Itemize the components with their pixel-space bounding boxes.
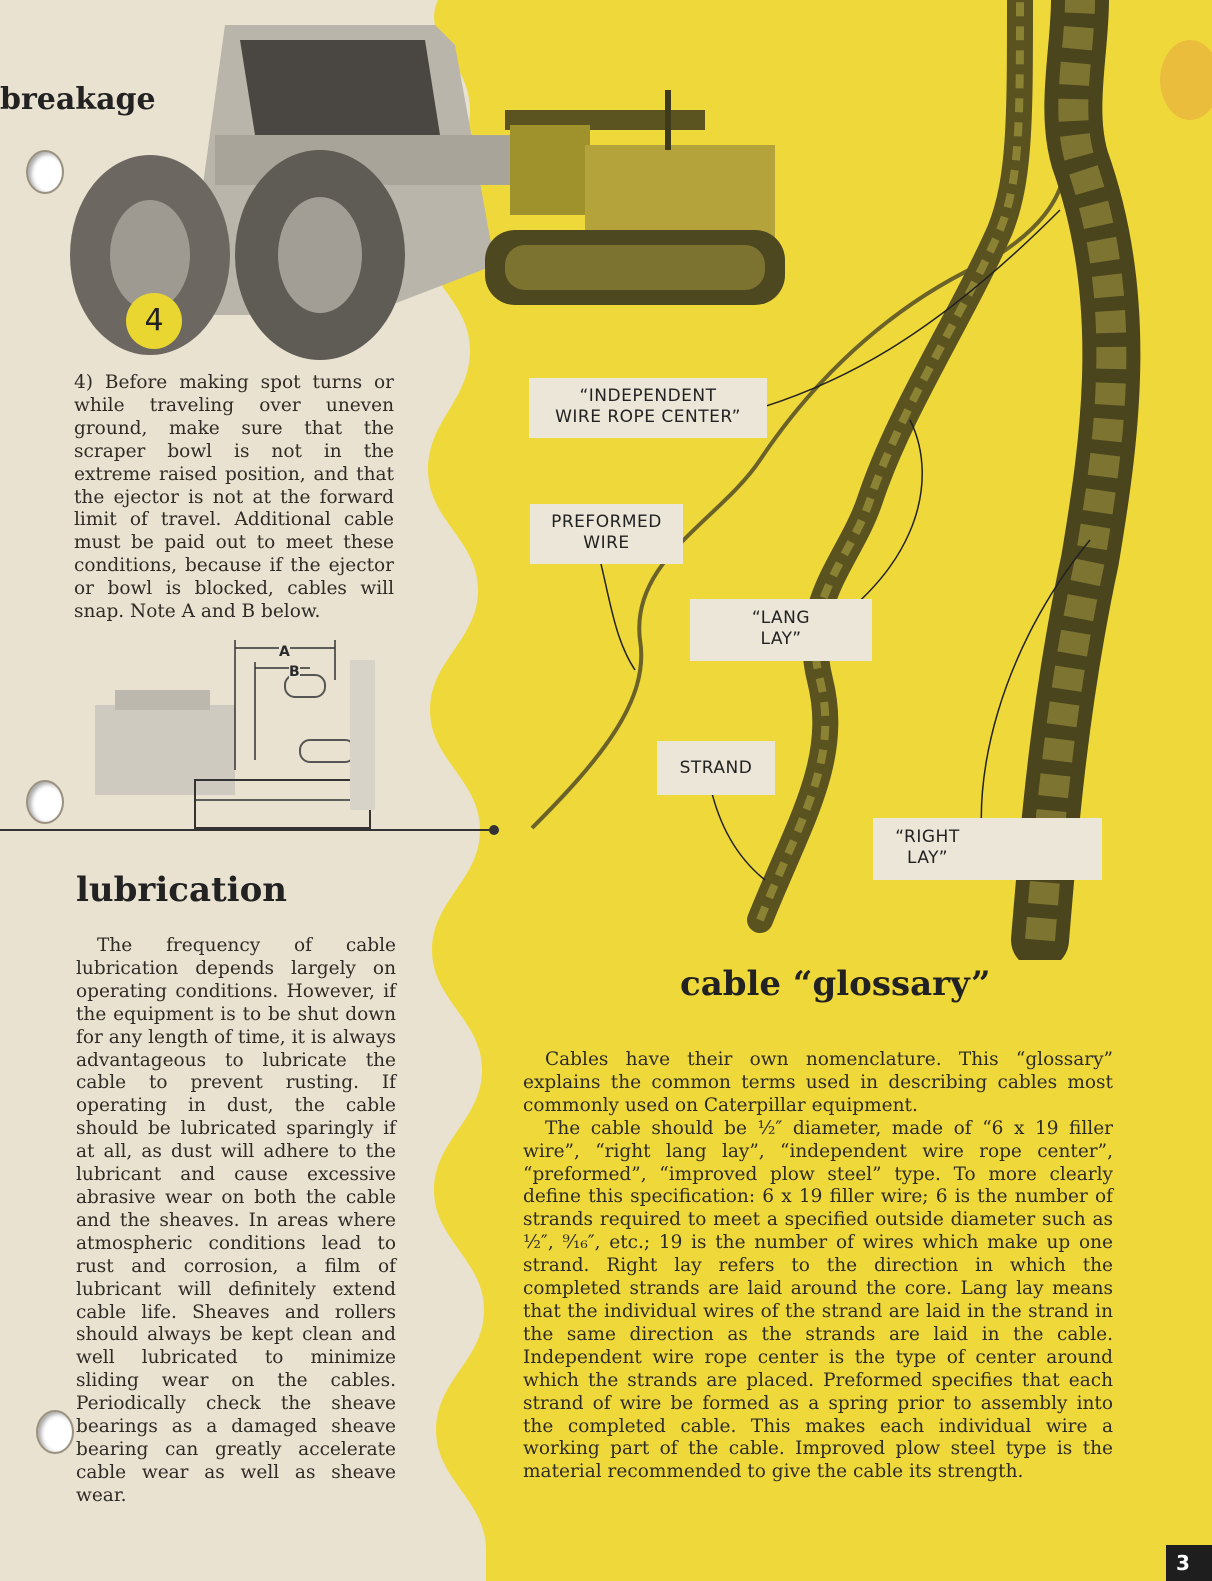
label-preformed-line2: WIRE: [583, 533, 630, 553]
label-lang-line2: LAY”: [760, 629, 802, 649]
label-lang-lay: [690, 599, 872, 661]
lubrication-paragraph: The frequency of cable lubrication depends largely on operating conditions. However, if the equipment is to be shut down for any length of time, it is always advantageous to lubricate the cable to prevent rusting. If operating in dust, the cable should be lubricated sparingly if at all, as dust will adhere to the lubricant and cause excessive abrasive wear on both the cable and the sheaves. In areas where atmospheric conditions lead to rust and corrosion, a film of lubricant will definitely extend cable life. Sheaves and rollers should always be kept clean and well lubricated to minimize sliding wear on the cables. Periodically check the sheave bearings as a damaged sheave bearing can greatly accelerate cable wear as well as sheave wear.: [76, 935, 396, 1506]
label-strand-text: STRAND: [679, 758, 753, 778]
label-right-line1: “RIGHT: [895, 827, 960, 847]
figure-number-badge: 4: [126, 293, 182, 349]
glossary-heading: cable “glossary”: [680, 964, 991, 1004]
label-lang-line1: “LANG: [751, 608, 811, 628]
glossary-paragraph-2: The cable should be ½″ diameter, made of “6 x 19 filler wire”, “right lang lay”, “independent wire rope center”, “preformed”, “improved plow steel” type. To more clearly define this specification: 6 x 19 filler wire; 6 is the number of strands required to meet a specified outside diameter such as ½″, ⁹⁄₁₆″, etc.; 19 is the number of wires which make up one strand. Right lay refers to the direction in which the completed strands are laid around the core. Lang lay means that the individual wires of the strand are laid in the strand in the same direction as the strands are laid in the cable. Independent wire rope center is the type of center around which the strands are placed. Preformed specifies that each strand of wire be formed as a spring prior to assembly into the completed cable. This makes each individual wire a working part of the cable. Improved plow steel type is the material recommended to give the cable its strength.: [523, 1117, 1113, 1483]
section-divider: [0, 829, 494, 831]
punch-hole-bottom: [36, 1410, 74, 1454]
label-strand: [657, 741, 775, 795]
page-number: 3: [1166, 1545, 1212, 1581]
breakage-heading: breakage: [0, 82, 156, 117]
lubrication-heading: lubrication: [76, 870, 287, 910]
label-preformed-wire: [530, 504, 683, 564]
label-iwrc-line1: “INDEPENDENT: [579, 386, 717, 406]
breakage-paragraph: 4) Before making spot turns or while traveling over uneven ground, make sure that the scraper bowl is not in the extreme raised position, and that the ejector is not at the forward limit of travel. Additional cable must be paid out to meet these conditions, because if the ejector or bowl is blocked, cables will snap. Note A and B below.: [74, 372, 394, 623]
divider-dot: [489, 825, 499, 835]
glossary-text: [523, 1049, 1113, 1484]
wire-rope-illustration: [520, 0, 1212, 960]
cable-slack-diagram: [95, 640, 385, 835]
glossary-paragraph-1: Cables have their own nomenclature. This “glossary” explains the common terms used in describing cables most commonly used on Caterpillar equipment.: [523, 1049, 1113, 1116]
label-preformed-line1: PREFORMED: [551, 512, 662, 532]
label-right-lay: [873, 818, 1102, 880]
label-right-line2: LAY”: [906, 848, 949, 868]
diagram-label-b: B: [289, 664, 300, 680]
label-iwrc-line2: WIRE ROPE CENTER”: [555, 407, 741, 427]
punch-hole-middle: [26, 780, 64, 824]
label-independent-wire-rope-center: [529, 378, 767, 438]
diagram-label-a: A: [279, 644, 290, 660]
